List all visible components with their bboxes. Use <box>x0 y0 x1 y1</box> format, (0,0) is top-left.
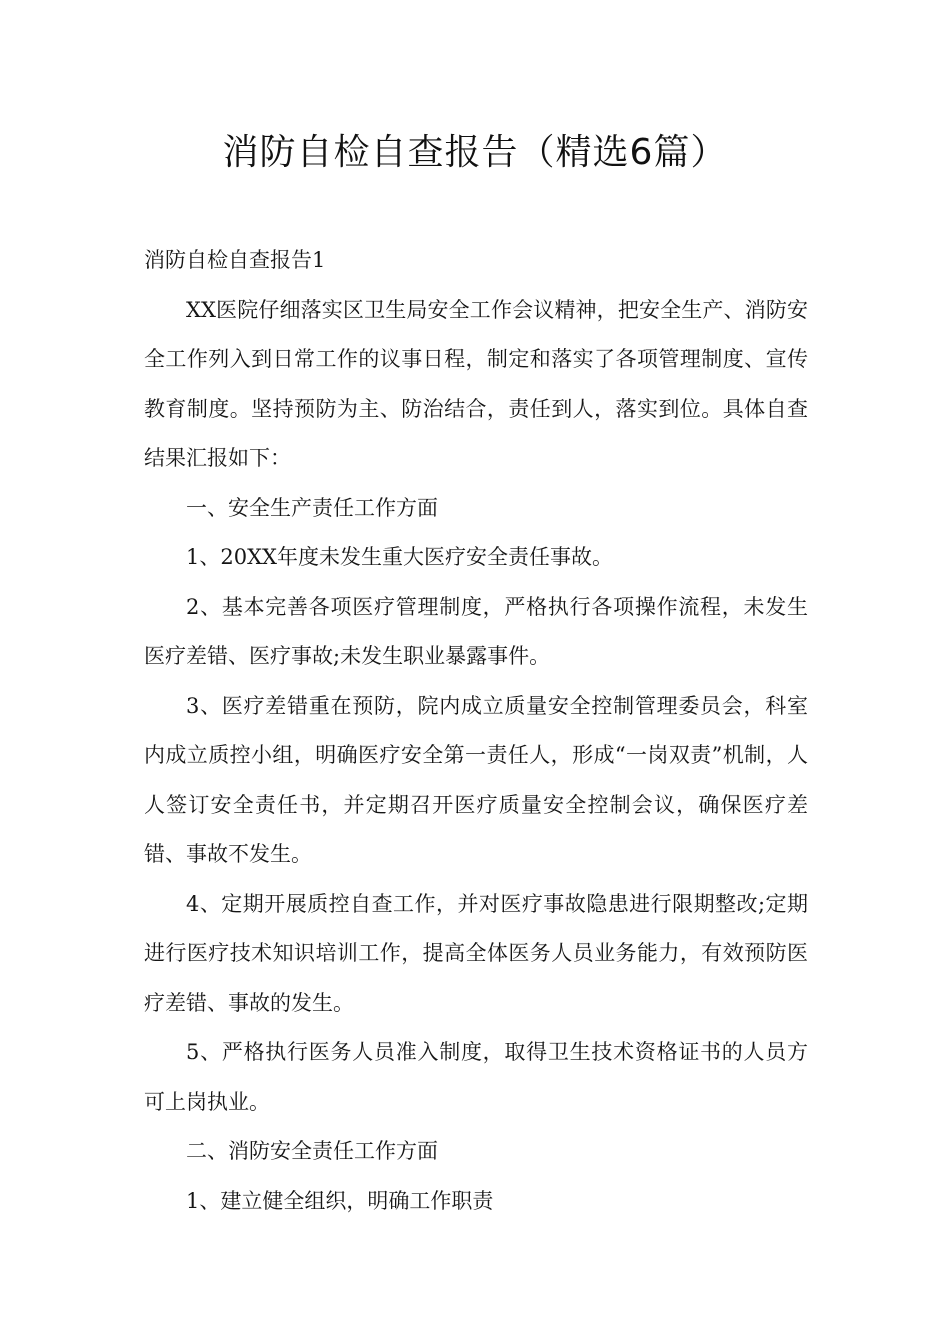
paragraph-item-1: 1、20XX年度未发生重大医疗安全责任事故。 <box>186 545 613 569</box>
subheading-fire-safety: 二、消防安全责任工作方面 <box>186 1139 438 1163</box>
paragraph-fire-item-1: 1、建立健全组织，明确工作职责 <box>186 1188 494 1213</box>
document-body <box>144 236 808 1226</box>
paragraph-item-2: 2、基本完善各项医疗管理制度，严格执行各项操作流程，未发生医疗差错、医疗事故;未发生职业暴露事件。 <box>144 594 808 668</box>
section-heading: 消防自检自查报告1 <box>144 248 326 272</box>
subheading-safety-production: 一、安全生产责任工作方面 <box>186 495 438 520</box>
document-title: 消防自检自查报告（精选6篇） <box>222 132 728 173</box>
paragraph-item-3: 3、医疗差错重在预防，院内成立质量安全控制管理委员会，科室内成立质控小组，明确医疗安全第一责任人，形成“一岗双责”机制，人人签订安全责任书，并定期召开医疗质量安全控制会议，确保医疗差错、事故不发生。 <box>144 693 808 866</box>
paragraph-item-5: 5、严格执行医务人员准入制度，取得卫生技术资格证书的人员方可上岗执业。 <box>144 1040 808 1114</box>
paragraph-item-4: 4、定期开展质控自查工作，并对医疗事故隐患进行限期整改;定期进行医疗技术知识培训工作，提高全体医务人员业务能力，有效预防医疗差错、事故的发生。 <box>144 891 808 1015</box>
paragraph-intro: XX医院仔细落实区卫生局安全工作会议精神，把安全生产、消防安全工作列入到日常工作的议事日程，制定和落实了各项管理制度、宣传教育制度。坚持预防为主、防治结合，责任到人，落实到位。具体自查结果汇报如下： <box>144 297 808 470</box>
